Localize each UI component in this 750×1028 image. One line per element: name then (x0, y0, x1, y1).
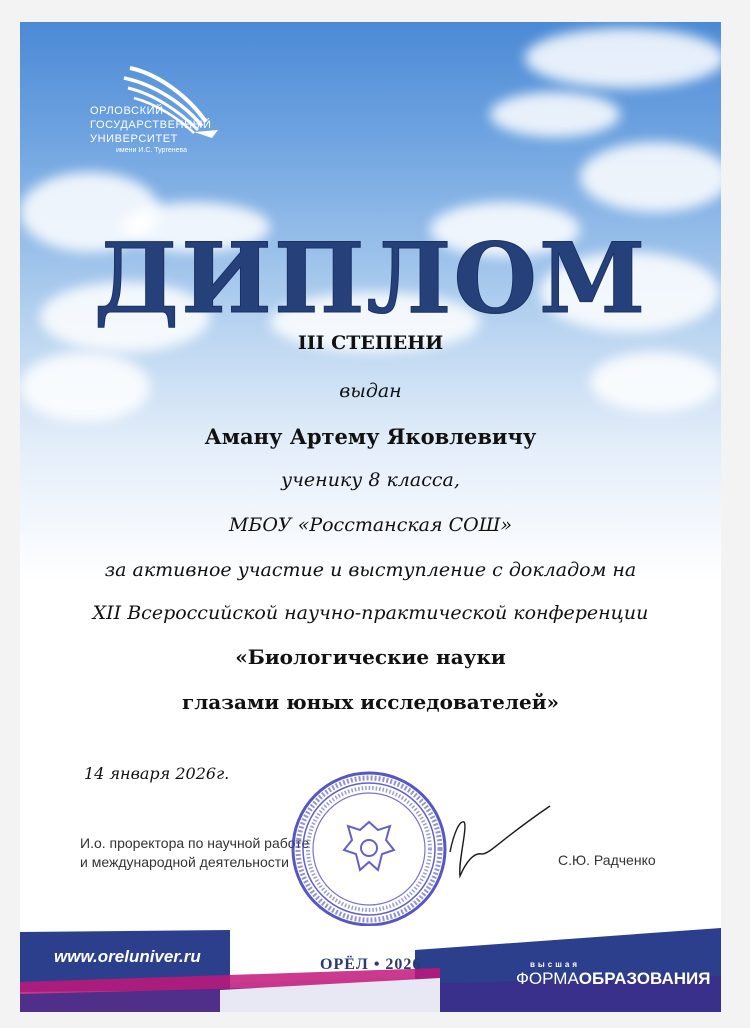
diploma-degree: III СТЕПЕНИ (297, 332, 444, 354)
diploma-sheet (20, 22, 721, 1012)
top-strip (0, 0, 750, 22)
official-seal-stamp (290, 770, 448, 928)
brand-left-word: ФОРМА (516, 969, 579, 988)
diploma-title: ДИПЛОМ (93, 222, 648, 335)
handwritten-signature (430, 792, 555, 882)
conference-topic-line-2: глазами юных исследователей» (181, 690, 560, 714)
recipient-school: МБОУ «Росстанская СОШ» (228, 514, 513, 536)
conference-topic-line-1: «Биологические науки (235, 645, 506, 669)
university-line-2: ГОСУДАРСТВЕННЫЙ (90, 119, 212, 131)
award-reason: за активное участие и выступление с докладом на (104, 559, 637, 581)
issue-date: 14 января 2026г. (84, 764, 230, 783)
city-year: ОРЁЛ • 2026 (320, 956, 422, 973)
signer-position-line-1: И.о. проректора по научной работе (80, 835, 310, 851)
conference-name: XII Всероссийской научно-практической конференции (92, 602, 649, 624)
brand-right-word: ОБРАЗОВАНИЯ (578, 969, 711, 988)
signer-position-line-2: и международной деятельности (80, 854, 290, 870)
given-text: выдан (339, 380, 402, 402)
recipient-grade: ученику 8 класса, (281, 469, 460, 491)
website-link[interactable]: www.oreluniver.ru (54, 947, 201, 966)
recipient-name: Аману Артему Яковлевичу (204, 424, 537, 449)
university-line-1: ОРЛОВСКИЙ (90, 105, 164, 117)
university-line-3: УНИВЕРСИТЕТ (90, 133, 178, 145)
brand-top-word: высшая (530, 960, 580, 969)
brand-logo (516, 960, 710, 989)
signer-name: С.Ю. Радченко (558, 852, 656, 868)
signer-position (80, 834, 309, 872)
university-line-4: имени И.С. Тургенева (116, 147, 188, 154)
university-name (90, 104, 220, 156)
